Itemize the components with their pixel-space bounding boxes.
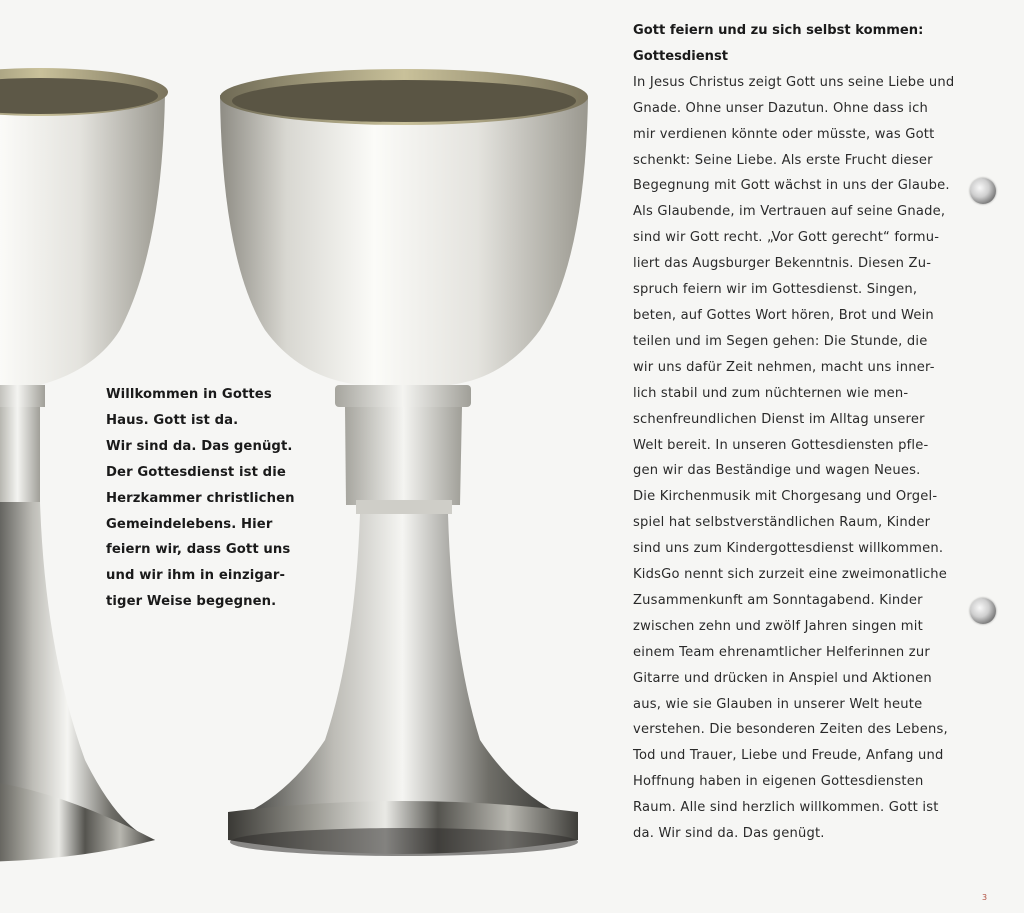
intro-caption: Willkommen in Gottes Haus. Gott ist da. Wir sind da. Das genügt. Der Gottesdienst ist die Herzkammer christlichen Gemeindelebens. Hier feiern wir, dass Gott uns und wir ihm in einzigar- tiger Weise begegnen. — [106, 387, 295, 610]
punch-hole-icon — [970, 178, 996, 204]
article — [633, 18, 993, 847]
article-body: In Jesus Christus zeigt Gott uns seine Liebe und Gnade. Ohne unser Dazutun. Ohne dass ich mir verdienen könnte oder müsste, was Gott schenkt: Seine Liebe. Als erste Frucht dieser Begegnung mit Gott wächst in uns der Glaube. Als Glaubende, im Vertrauen auf seine Gnade, sind wir Gott recht. „Vor Gott gerecht“ formu- liert das Augsburger Bekenntnis. Diesen Zu- spruch feiern wir im Gottesdienst. Singen, beten, auf Gottes Wort hören, Brot und Wein teilen und im Segen gehen: Die Stunde, die wir uns dafür Zeit nehmen, macht uns inner- lich stabil und zum nüchternen wie men- schenfreundlichen Dienst im Alltag unserer Welt bereit. In unseren Gottesdiensten pfle- gen wir das Beständige und wagen Neues. Die Kirchenmusik mit Chorgesang und Orgel- spiel hat selbstverständlichen Raum, Kinder sind uns zum Kindergottesdienst willkommen. KidsGo nennt sich zurzeit eine zweimonatliche Zusammenkunft am Sonntagabend. Kinder zwischen zehn und zwölf Jahren singen mit einem Team ehrenamtlicher Helferinnen zur Gitarre und drücken in Anspiel und Aktionen aus, wie sie Glauben in unserer Welt heute verstehen. Die besonderen Zeiten des Lebens, Tod und Trauer, Liebe und Freude, Anfang und Hoffnung haben in eigenen Gottesdiensten Raum. Alle sind herzlich willkommen. Gott ist da. Wir sind da. Das genügt. — [633, 74, 955, 842]
punch-hole-icon — [970, 598, 996, 624]
article-heading: Gott feiern und zu sich selbst kommen: Gottesdienst — [633, 23, 924, 64]
page-number: 3 — [982, 893, 988, 902]
